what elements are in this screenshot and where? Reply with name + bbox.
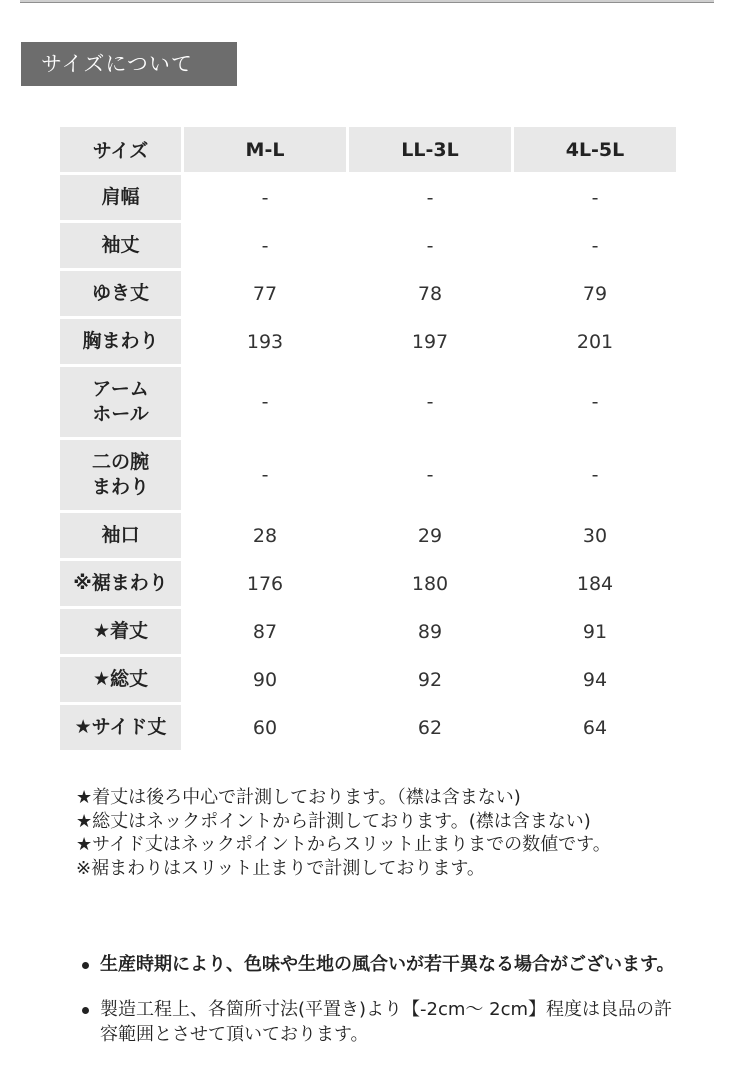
table-row	[60, 223, 676, 268]
row-value: 176	[184, 561, 346, 606]
row-value: 201	[514, 319, 676, 364]
row-value: -	[349, 175, 511, 220]
table-row	[60, 175, 676, 220]
caution-text: 生産時期により、色味や生地の風合いが若干異なる場合がございます。	[100, 954, 675, 975]
table-row	[60, 561, 676, 606]
header-cell-4l-5l: 4L-5L	[514, 127, 676, 172]
row-value: -	[184, 440, 346, 510]
row-value: 94	[514, 657, 676, 702]
row-value: 60	[184, 705, 346, 750]
row-label: ※裾まわり	[60, 561, 181, 606]
table-row	[60, 367, 676, 437]
row-value: 90	[184, 657, 346, 702]
header-cell-size: サイズ	[60, 127, 181, 172]
row-value: 197	[349, 319, 511, 364]
size-table-body	[60, 127, 676, 750]
row-label: ★総丈	[60, 657, 181, 702]
section-title: サイズについて	[21, 42, 237, 86]
row-value: -	[184, 223, 346, 268]
row-value: 180	[349, 561, 511, 606]
row-value: -	[514, 175, 676, 220]
table-row	[60, 271, 676, 316]
row-label: 二の腕 まわり	[60, 440, 181, 510]
row-value: 79	[514, 271, 676, 316]
row-value: 91	[514, 609, 676, 654]
row-value: -	[349, 367, 511, 437]
row-label: 袖口	[60, 513, 181, 558]
bullet-dot-icon	[82, 1007, 89, 1014]
note-line: ★着丈は後ろ中心で計測しております。（襟は含まない)	[76, 787, 521, 808]
list-item	[76, 952, 676, 977]
row-label: アーム ホール	[60, 367, 181, 437]
row-value: 77	[184, 271, 346, 316]
row-value: -	[184, 175, 346, 220]
row-value: -	[514, 367, 676, 437]
row-value: 29	[349, 513, 511, 558]
row-value: 64	[514, 705, 676, 750]
top-divider	[20, 0, 714, 2]
note-line: ★総丈はネックポイントから計測しております。(襟は含まない)	[76, 810, 591, 832]
list-item	[76, 997, 676, 1047]
row-label: ゆき丈	[60, 271, 181, 316]
size-table	[57, 124, 679, 753]
bullet-dot-icon	[82, 962, 89, 969]
row-label: 胸まわり	[60, 319, 181, 364]
row-value: 30	[514, 513, 676, 558]
header-cell-m-l: M-L	[184, 127, 346, 172]
table-row	[60, 319, 676, 364]
caution-list	[76, 952, 676, 1047]
row-value: -	[184, 367, 346, 437]
measurement-notes	[76, 786, 676, 880]
table-row	[60, 513, 676, 558]
row-value: 62	[349, 705, 511, 750]
table-header-row	[60, 127, 676, 172]
row-label: 袖丈	[60, 223, 181, 268]
row-label: ★サイド丈	[60, 705, 181, 750]
table-row	[60, 440, 676, 510]
row-value: 193	[184, 319, 346, 364]
caution-text: 製造工程上、各箇所寸法(平置き)より【-2cm～ 2cm】程度は良品の許容範囲とさせて頂いております。	[100, 999, 673, 1045]
row-value: 78	[349, 271, 511, 316]
header-cell-ll-3l: LL-3L	[349, 127, 511, 172]
table-row	[60, 705, 676, 750]
row-value: -	[514, 440, 676, 510]
row-label: 肩幅	[60, 175, 181, 220]
table-row	[60, 609, 676, 654]
note-line: ※裾まわりはスリット止まりで計測しております。	[76, 857, 485, 879]
row-value: 92	[349, 657, 511, 702]
row-value: -	[349, 223, 511, 268]
row-value: -	[514, 223, 676, 268]
row-value: 89	[349, 609, 511, 654]
note-line: ★サイド丈はネックポイントからスリット止まりまでの数値です。	[76, 834, 611, 856]
row-value: -	[349, 440, 511, 510]
row-value: 184	[514, 561, 676, 606]
row-value: 87	[184, 609, 346, 654]
row-label: ★着丈	[60, 609, 181, 654]
row-value: 28	[184, 513, 346, 558]
table-row	[60, 657, 676, 702]
